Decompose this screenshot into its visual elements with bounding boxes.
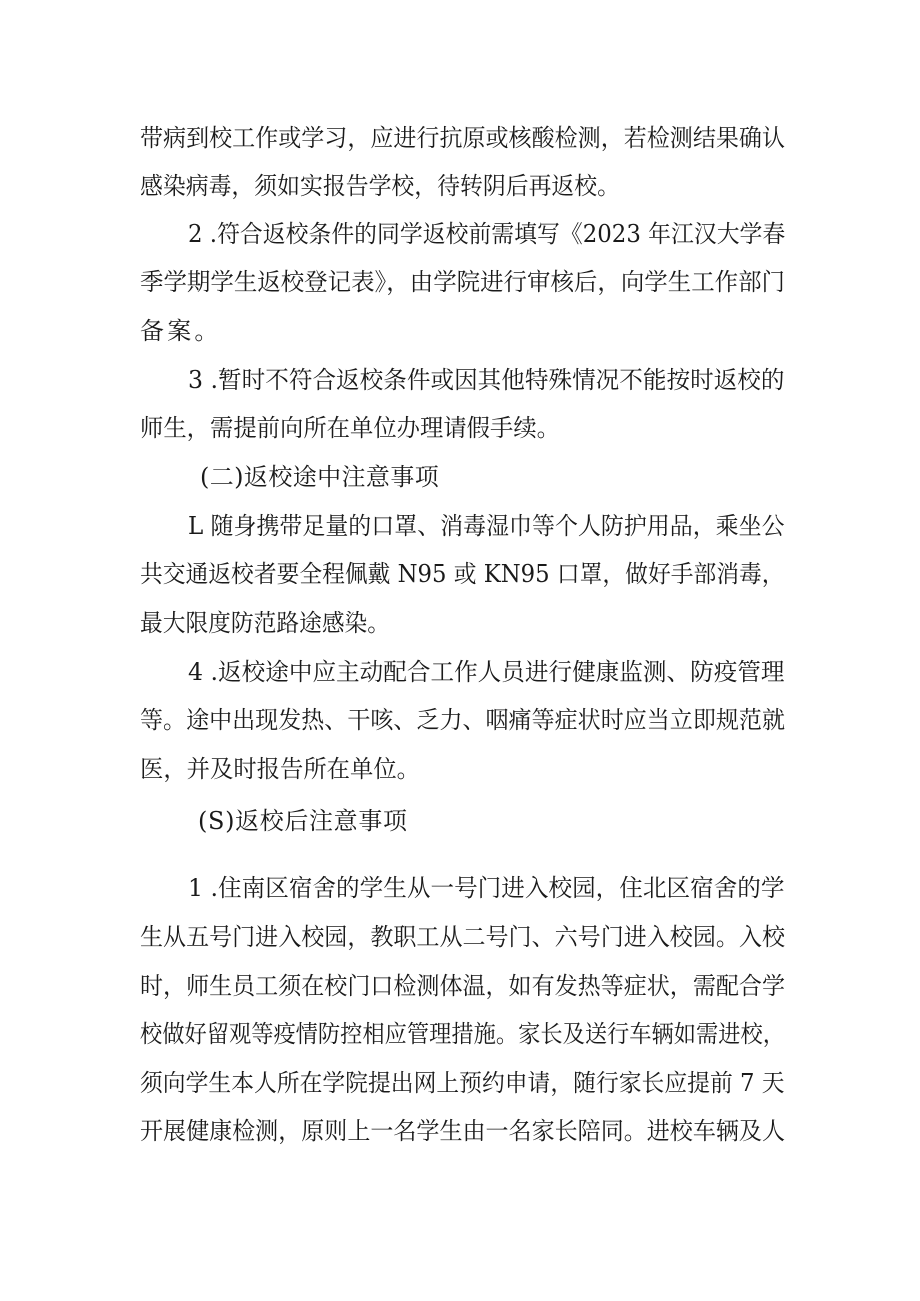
body-text-line: 等。途中出现发热、干咳、乏力、咽痛等症状时应当立即规范就 bbox=[140, 706, 785, 734]
body-text-line: 最大限度防范路途感染。 bbox=[140, 609, 391, 637]
section-heading-2: (二)返校途中注意事项 bbox=[200, 463, 440, 491]
body-text-line: 校做好留观等疫情防控相应管理措施。家长及送行车辆如需进校， bbox=[140, 1020, 785, 1048]
body-text-line: 带病到校工作或学习，应进行抗原或核酸检测，若检测结果确认 bbox=[140, 124, 785, 152]
body-text-line: 时，师生员工须在校门口检测体温，如有发热等症状，需配合学 bbox=[140, 972, 785, 1000]
list-item-1-line: 1 .住南区宿舍的学生从一号门进入校园，住北区宿舍的学 bbox=[188, 874, 785, 902]
section-heading-3: (S)返校后注意事项 bbox=[198, 807, 408, 835]
body-text-line: 生从五号门进入校园，教职工从二号门、六号门进入校园。入校 bbox=[140, 923, 785, 951]
list-item-3-line: 3 .暂时不符合返校条件或因其他特殊情况不能按时返校的 bbox=[188, 366, 785, 394]
body-text-line: 备案。 bbox=[140, 317, 222, 345]
list-item-1-line: L 随身携带足量的口罩、消毒湿巾等个人防护用品，乘坐公 bbox=[188, 512, 785, 540]
list-item-4-line: 4 .返校途中应主动配合工作人员进行健康监测、防疫管理 bbox=[188, 658, 785, 686]
body-text-line: 医，并及时报告所在单位。 bbox=[140, 755, 420, 783]
list-item-2-line: 2 .符合返校条件的同学返校前需填写《2023 年江汉大学春 bbox=[188, 220, 786, 248]
body-text-line: 须向学生本人所在学院提出网上预约申请，随行家长应提前 7 天 bbox=[140, 1069, 785, 1097]
body-text-line: 共交通返校者要全程佩戴 N95 或 KN95 口罩，做好手部消毒， bbox=[140, 560, 785, 588]
body-text-line: 师生，需提前向所在单位办理请假手续。 bbox=[140, 414, 560, 442]
body-text-line: 开展健康检测，原则上一名学生由一名家长陪同。进校车辆及人 bbox=[140, 1117, 785, 1145]
body-text-line: 季学期学生返校登记表》，由学院进行审核后，向学生工作部门 bbox=[140, 268, 786, 296]
body-text-line: 感染病毒，须如实报告学校，待转阴后再返校。 bbox=[140, 172, 621, 200]
